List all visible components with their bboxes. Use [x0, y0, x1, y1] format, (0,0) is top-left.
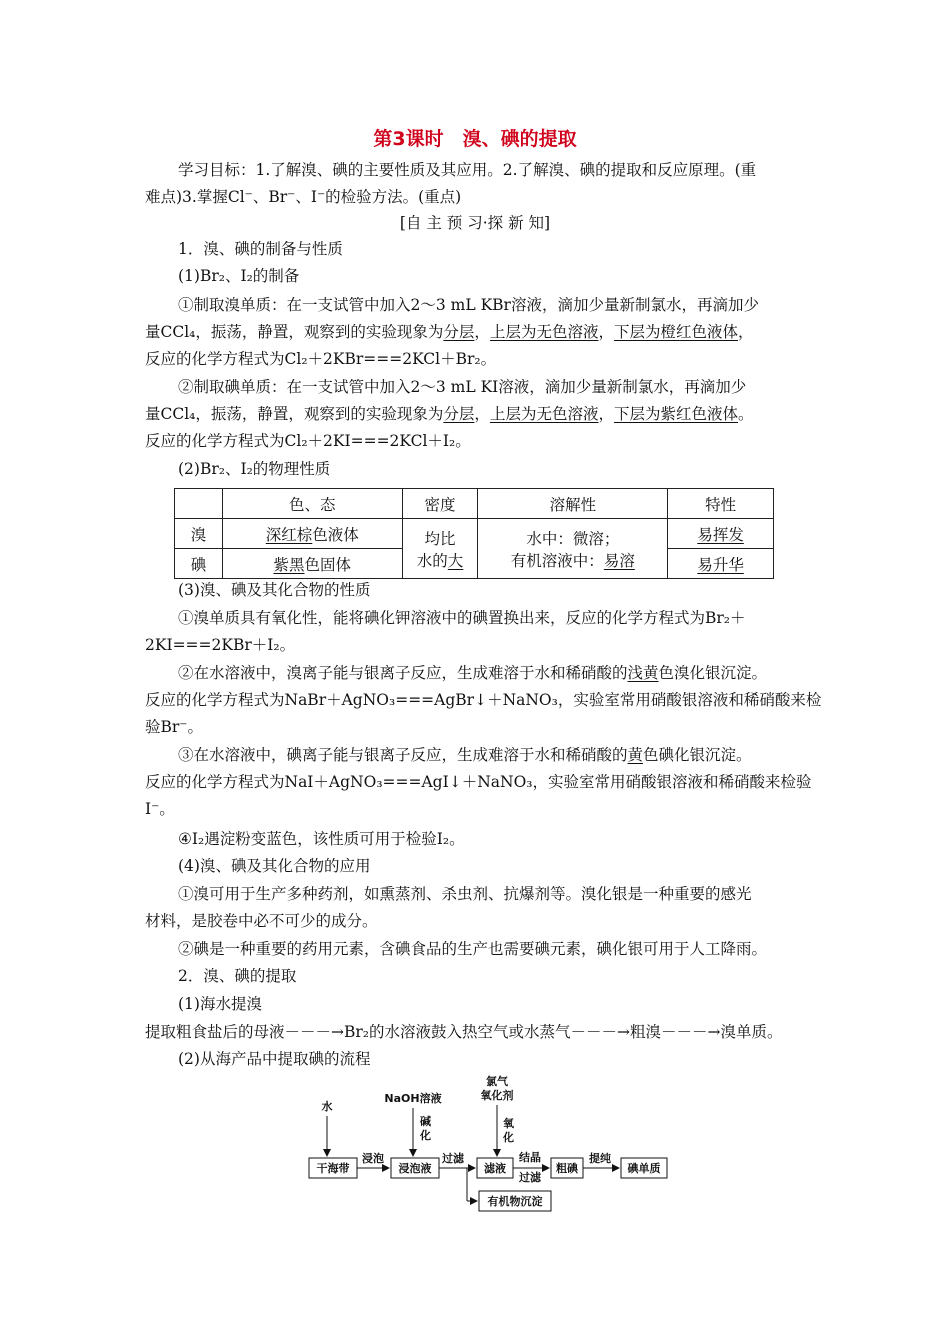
table-header-cell: 特性 — [668, 489, 774, 519]
sub-heading-physical: (2)Br₂、I₂的物理性质 — [178, 460, 331, 478]
label-crystallize-2: 过滤 — [519, 1171, 541, 1184]
para-6: ④I₂遇淀粉变蓝色，该性质可用于检验I₂。 — [178, 830, 465, 848]
label-filter: 过滤 — [442, 1152, 464, 1165]
table-header-cell — [175, 489, 223, 519]
table-cell-solubility: 水中：微溶； 有机溶液中：易溶 — [478, 519, 668, 579]
label-oxidize-2: 化 — [503, 1131, 514, 1144]
answer-underline: 分层 — [443, 323, 475, 341]
table-cell: 紫黑色固体 — [222, 549, 402, 579]
box-soak-liquid-label: 浸泡液 — [398, 1162, 432, 1175]
input-oxidizer-1: 氯气 — [486, 1075, 508, 1088]
page-title: 第3课时 溴、碘的提取 — [373, 128, 577, 150]
sub-heading-properties: (3)溴、碘及其化合物的性质 — [178, 581, 371, 599]
label-purify: 提纯 — [589, 1152, 611, 1165]
para-bromine-l2: 量CCl₄，振荡，静置，观察到的实验现象为分层，上层为无色溶液，下层为橙红色液体， — [145, 323, 754, 341]
table-header-cell: 溶解性 — [478, 489, 668, 519]
sub-heading-preparation: (1)Br₂、I₂的制备 — [178, 267, 300, 285]
input-water: 水 — [321, 1100, 333, 1113]
para-3-l2: 2KI===2KBr＋I₂。 — [145, 636, 296, 654]
table-header-row — [175, 489, 774, 519]
para-4-l2: 反应的化学方程式为NaBr＋AgNO₃===AgBr↓＋NaNO₃，实验室常用硝酸银溶液和稀硝酸来检 — [145, 691, 822, 709]
section-banner: [自 主 预 习·探 新 知] — [399, 214, 551, 232]
table-cell-density: 均比 水的大 — [402, 519, 478, 579]
table-header-cell: 色、态 — [222, 489, 402, 519]
physical-properties-table — [174, 488, 774, 579]
input-naoh: NaOH溶液 — [384, 1092, 442, 1105]
answer-underline: 浅黄 — [627, 664, 659, 682]
para-3-l1: ①溴单质具有氧化性，能将碘化钾溶液中的碘置换出来，反应的化学方程式为Br₂＋ — [178, 609, 746, 627]
box-organic-precipitate-label: 有机物沉淀 — [487, 1195, 543, 1208]
para-4-l1: ②在水溶液中，溴离子能与银离子反应，生成难溶于水和稀硝酸的浅黄色溴化银沉淀。 — [178, 664, 768, 682]
label-alkali-2: 化 — [420, 1129, 431, 1142]
table-header-cell: 密度 — [402, 489, 478, 519]
para-5-l1: ③在水溶液中，碘离子能与银离子反应，生成难溶于水和稀硝酸的黄色碘化银沉淀。 — [178, 746, 752, 764]
label-oxidize-1: 氧 — [503, 1117, 514, 1130]
para-iodine-l1: ②制取碘单质：在一支试管中加入2～3 mL KI溶液，滴加少量新制氯水，再滴加少 — [178, 378, 747, 396]
para-5-l3: I⁻。 — [145, 800, 175, 818]
objectives-line-2: 难点)3.掌握Cl⁻、Br⁻、I⁻的检验方法。(重点) — [145, 188, 462, 206]
answer-underline: 下层为紫红色液体 — [613, 405, 738, 423]
table-cell: 溴 — [175, 519, 223, 549]
para-iodine-l3: 反应的化学方程式为Cl₂＋2KI===2KCl＋I₂。 — [145, 432, 471, 450]
box-filtrate-label: 滤液 — [484, 1162, 506, 1175]
answer-underline: 上层为无色溶液 — [489, 405, 599, 423]
para-4-l3: 验Br⁻。 — [145, 718, 203, 736]
answer-underline: 上层为无色溶液 — [489, 323, 599, 341]
sub-heading-iodine-flow: (2)从海产品中提取碘的流程 — [178, 1050, 371, 1068]
para-5-l2: 反应的化学方程式为NaI＋AgNO₃===AgI↓＋NaNO₃，实验室常用硝酸银溶液和稀硝酸来检验 — [145, 773, 812, 791]
label-crystallize-1: 结晶 — [519, 1151, 541, 1164]
table-row — [175, 519, 774, 549]
para-iodine-l2: 量CCl₄，振荡，静置，观察到的实验现象为分层，上层为无色溶液，下层为紫红色液体。 — [145, 405, 754, 423]
answer-underline: 分层 — [443, 405, 475, 423]
answer-underline: 黄 — [627, 746, 644, 764]
section-2-heading: 2．溴、碘的提取 — [178, 967, 297, 985]
para-bromine-l1: ①制取溴单质：在一支试管中加入2～3 mL KBr溶液，滴加少量新制氯水，再滴加少 — [178, 296, 759, 314]
para-8: ②碘是一种重要的药用元素，含碘食品的生产也需要碘元素，碘化银可用于人工降雨。 — [178, 940, 768, 958]
box-dry-kelp-label: 干海带 — [316, 1162, 350, 1175]
table-cell: 深红棕色液体 — [222, 519, 402, 549]
sub-heading-seawater: (1)海水提溴 — [178, 995, 262, 1013]
section-1-heading: 1．溴、碘的制备与性质 — [178, 240, 343, 258]
box-crude-iodine-label: 粗碘 — [556, 1162, 578, 1175]
sub-heading-applications: (4)溴、碘及其化合物的应用 — [178, 857, 371, 875]
table-cell: 易升华 — [668, 549, 774, 579]
table-cell: 碘 — [175, 549, 223, 579]
iodine-extraction-flowchart — [305, 1072, 685, 1222]
para-bromine-l3: 反应的化学方程式为Cl₂＋2KBr===2KCl＋Br₂。 — [145, 350, 497, 368]
para-7-l1: ①溴可用于生产多种药剂，如熏蒸剂、杀虫剂、抗爆剂等。溴化银是一种重要的感光 — [178, 885, 752, 903]
label-alkali-1: 碱 — [420, 1115, 431, 1128]
para-seawater-bromine: 提取粗食盐后的母液－－－→Br₂的水溶液鼓入热空气或水蒸气－－－→粗溴－－－→溴单质。 — [145, 1023, 783, 1041]
table-cell: 易挥发 — [668, 519, 774, 549]
para-7-l2: 材料，是胶卷中必不可少的成分。 — [145, 912, 378, 930]
objectives-line-1: 学习目标：1.了解溴、碘的主要性质及其应用。2.了解溴、碘的提取和反应原理。(重 — [178, 161, 757, 179]
label-soak: 浸泡 — [362, 1152, 384, 1165]
input-oxidizer-2: 氧化剂 — [480, 1089, 514, 1102]
answer-underline: 下层为橙红色液体 — [613, 323, 738, 341]
box-iodine-label: 碘单质 — [627, 1162, 661, 1175]
